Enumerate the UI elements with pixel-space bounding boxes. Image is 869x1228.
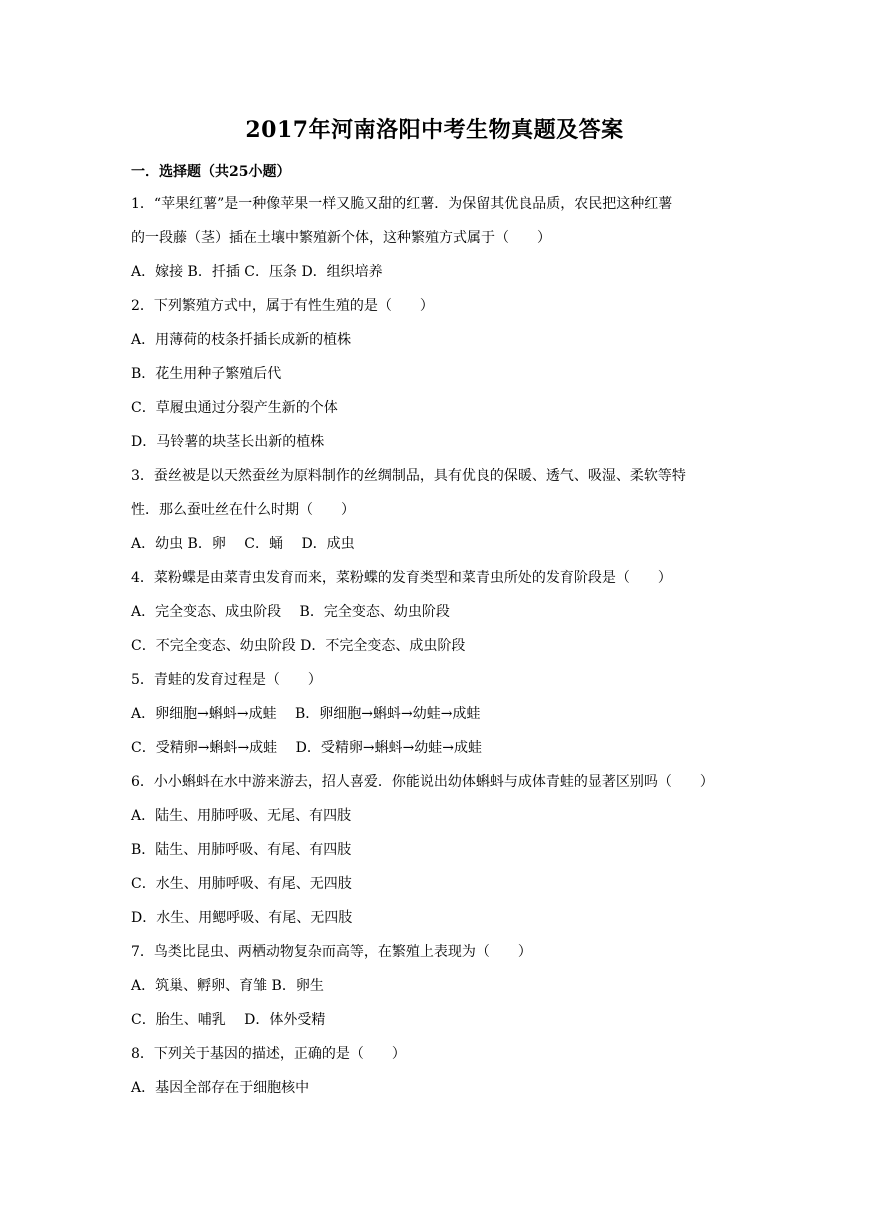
option-line: C．胎生、哺乳 D．体外受精 (131, 1012, 326, 1028)
question-line: 3．蚕丝被是以天然蚕丝为原料制作的丝绸制品，具有优良的保暖、透气、吸湿、柔软等特 (131, 468, 686, 484)
option-line: A．筑巢、孵卵、育雏 B．卵生 (131, 978, 324, 994)
option-line: A．用薄荷的枝条扦插长成新的植株 (131, 332, 352, 348)
question-line: 性．那么蚕吐丝在什么时期（ ） (131, 502, 355, 518)
option-line: B．花生用种子繁殖后代 (131, 366, 282, 382)
option-line: B．陆生、用肺呼吸、有尾、有四肢 (131, 842, 352, 858)
option-line: A．完全变态、成虫阶段 B．完全变态、幼虫阶段 (131, 604, 450, 620)
option-line: A．幼虫 B．卵 C．蛹 D．成虫 (131, 536, 355, 552)
option-line: A．卵细胞→蝌蚪→成蛙 B．卵细胞→蝌蚪→幼蛙→成蛙 (131, 706, 481, 722)
option-line: A．嫁接 B．扦插 C．压条 D．组织培养 (131, 264, 383, 280)
question-line: 的一段藤（茎）插在土壤中繁殖新个体，这种繁殖方式属于（ ） (131, 230, 551, 246)
question-line: 2．下列繁殖方式中，属于有性生殖的是（ ） (131, 298, 434, 314)
question-line: 6．小小蝌蚪在水中游来游去，招人喜爱．你能说出幼体蝌蚪与成体青蛙的显著区别吗（ ） (131, 774, 714, 790)
option-line: C．不完全变态、幼虫阶段 D．不完全变态、成虫阶段 (131, 638, 466, 654)
page-title: 2017年河南洛阳中考生物真题及答案 (245, 117, 624, 143)
option-line: C．受精卵→蝌蚪→成蛙 D．受精卵→蝌蚪→幼蛙→成蛙 (131, 740, 483, 756)
section-heading: 一．选择题（共25小题） (131, 164, 291, 180)
option-line: D．马铃薯的块茎长出新的植株 (131, 434, 325, 450)
option-line: D．水生、用鳃呼吸、有尾、无四肢 (131, 910, 353, 926)
question-line: 8．下列关于基因的描述，正确的是（ ） (131, 1046, 406, 1062)
option-line: A．陆生、用肺呼吸、无尾、有四肢 (131, 808, 352, 824)
question-line: 5．青蛙的发育过程是（ ） (131, 672, 322, 688)
question-line: 7．鸟类比昆虫、两栖动物复杂而高等，在繁殖上表现为（ ） (131, 944, 532, 960)
option-line: C．水生、用肺呼吸、有尾、无四肢 (131, 876, 352, 892)
question-line: 1．“苹果红薯”是一种像苹果一样又脆又甜的红薯．为保留其优良品质，农民把这种红薯 (131, 196, 673, 212)
option-line: A．基因全部存在于细胞核中 (131, 1080, 310, 1096)
question-line: 4．菜粉蝶是由菜青虫发育而来，菜粉蝶的发育类型和菜青虫所处的发育阶段是（ ） (131, 570, 672, 586)
option-line: C．草履虫通过分裂产生新的个体 (131, 400, 338, 416)
